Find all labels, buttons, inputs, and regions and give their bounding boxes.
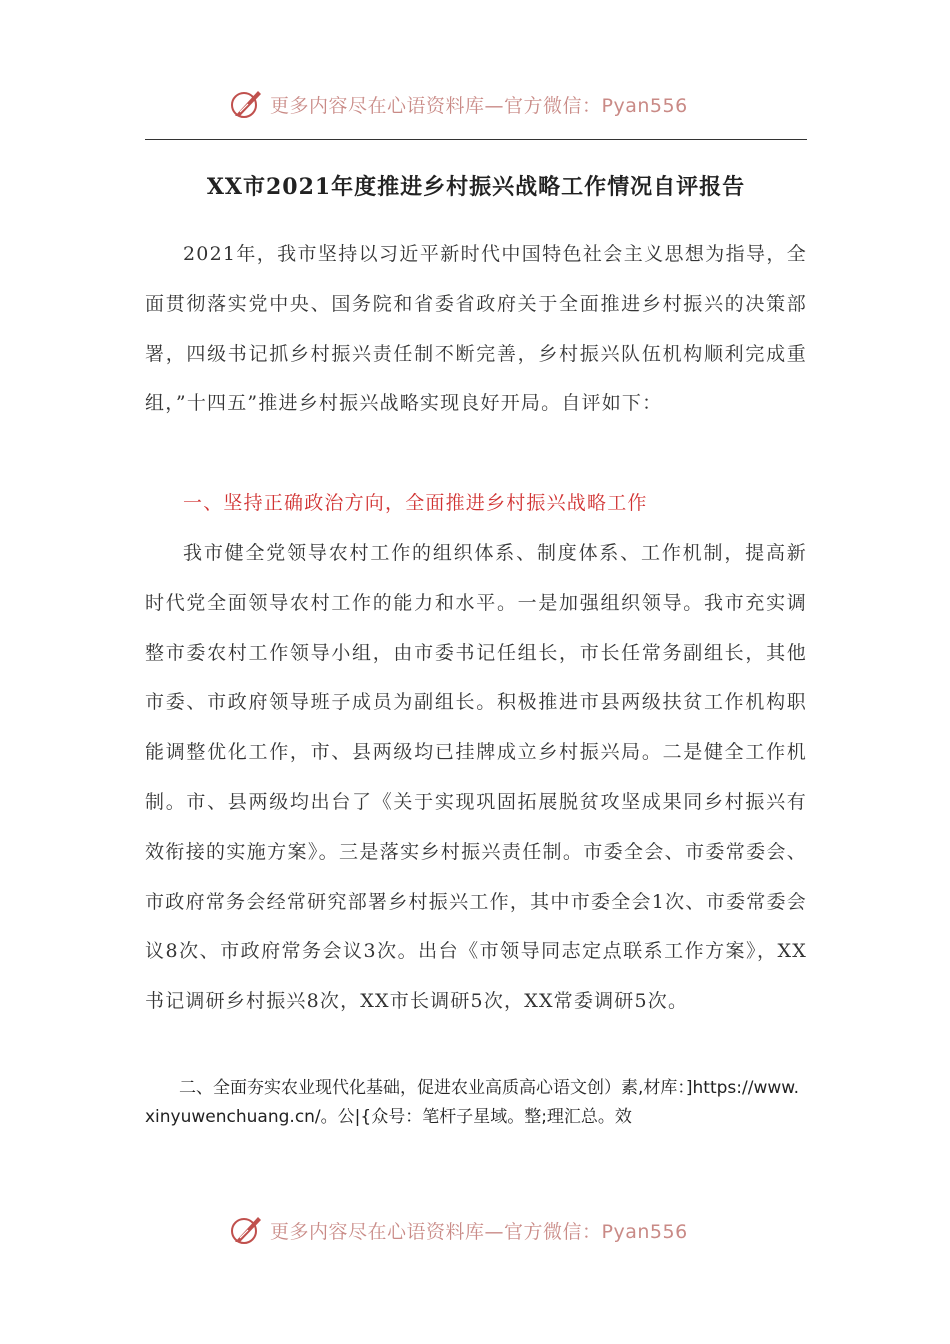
header-divider (145, 139, 807, 140)
section-1-heading: 一、坚持正确政治方向，全面推进乡村振兴战略工作 (183, 492, 648, 514)
document-title: XX市2021年度推进乡村振兴战略工作情况自评报告 (206, 174, 746, 200)
footer-banner-text: 更多内容尽在心语资料库—官方微信：Pyan556 (270, 1220, 688, 1243)
section-2-fragment: 二、全面夯实农业现代化基础，促进农业高质高心语文创）素,材库：]https://www.xinyuwenchuang.cn/。公|{众号：笔杆子星域。整;理汇总。效 (145, 1078, 800, 1127)
intro-paragraph: 2021年，我市坚持以习近平新时代中国特色社会主义思想为指导，全面贯彻落实党中央、国务院和省委省政府关于全面推进乡村振兴的决策部署，四级书记抓乡村振兴责任制不断完善，乡村振兴队伍机构顺利完成重组，”十四五”推进乡村振兴战略实现良好开局。自评如下： (145, 243, 807, 415)
header-banner (228, 84, 748, 124)
header-banner-text: 更多内容尽在心语资料库—官方微信：Pyan556 (270, 94, 688, 117)
quill-logo-icon (228, 1212, 264, 1248)
section-1-paragraph: 我市健全党领导农村工作的组织体系、制度体系、工作机制，提高新时代党全面领导农村工作的能力和水平。一是加强组织领导。我市充实调整市委农村工作领导小组，由市委书记任组长，市长任常务副组长，其他市委、市政府领导班子成员为副组长。积极推进市县两级扶贫工作机构职能调整优化工作，市、县两级均已挂牌成立乡村振兴局。二是健全工作机制。市、县两级均出台了《关于实现巩固拓展脱贫攻坚成果同乡村振兴有效衔接的实施方案》。三是落实乡村振兴责任制。市委全会、市委常委会、市政府常务会经常研究部署乡村振兴工作，其中市委全会1次、市委常委会议8次、市政府常务会议3次。出台《市领导同志定点联系工作方案》，XX书记调研乡村振兴8次，XX市长调研5次，XX常委调研5次。 (145, 542, 807, 1013)
quill-logo-icon (228, 86, 264, 122)
footer-banner (228, 1210, 748, 1250)
